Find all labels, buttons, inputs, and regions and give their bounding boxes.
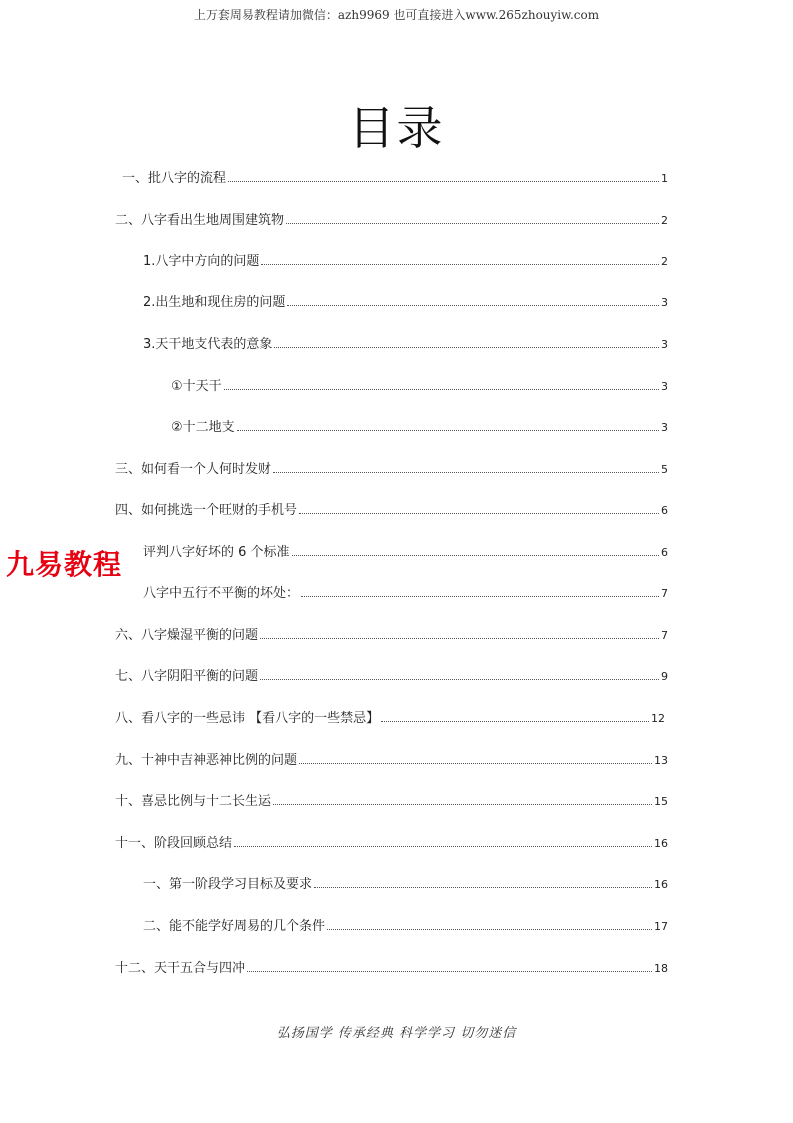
toc-entry-page: 15 <box>654 795 668 808</box>
toc-leader-dots <box>292 555 659 556</box>
toc-entry[interactable] <box>122 166 668 186</box>
toc-entry[interactable] <box>143 914 668 934</box>
toc-leader-dots <box>381 721 649 722</box>
toc-entry[interactable] <box>115 748 668 768</box>
watermark-logo: 九易教程 <box>6 543 126 583</box>
toc-leader-dots <box>274 347 659 348</box>
toc-leader-dots <box>327 929 652 930</box>
toc-entry-page: 1 <box>661 172 668 185</box>
toc-entry[interactable] <box>115 623 668 643</box>
page-footer: 弘扬国学 传承经典 科学学习 切勿迷信 <box>276 1026 517 1041</box>
toc-entry-label: 评判八字好坏的 6 个标准 <box>143 545 290 560</box>
toc-entry-label: 八、看八字的一些忌讳 【看八字的一些禁忌】 <box>115 711 380 726</box>
toc-entry-page: 3 <box>661 421 668 434</box>
toc-entry-label: 二、能不能学好周易的几个条件 <box>143 919 326 934</box>
toc-leader-dots <box>314 887 652 888</box>
toc-entry-page: 2 <box>661 214 668 227</box>
toc-entry[interactable] <box>115 498 668 518</box>
toc-leader-dots <box>228 181 659 182</box>
toc-entry-page: 18 <box>654 962 668 975</box>
toc-entry-label: 四、如何挑选一个旺财的手机号 <box>115 503 298 518</box>
toc-leader-dots <box>224 389 659 390</box>
toc-entry[interactable] <box>115 956 668 976</box>
toc-entry-page: 17 <box>654 920 668 933</box>
toc-entry-page: 9 <box>661 670 668 683</box>
toc-entry-label: 3.天干地支代表的意象 <box>143 337 273 352</box>
page-title: 目录 <box>348 101 445 155</box>
toc-entry-page: 13 <box>654 754 668 767</box>
toc-entry-page: 6 <box>661 546 668 559</box>
toc-entry-label: 一、第一阶段学习目标及要求 <box>143 877 313 892</box>
toc-entry[interactable] <box>115 664 668 684</box>
toc-leader-dots <box>247 971 652 972</box>
toc-leader-dots <box>299 513 659 514</box>
page-header: 上万套周易教程请加微信：azh9969 也可直接进入www.265zhouyiw.com <box>193 8 600 22</box>
toc-entry-page: 16 <box>654 837 668 850</box>
toc-entry[interactable] <box>143 290 668 310</box>
toc-entry[interactable] <box>143 540 668 560</box>
toc-leader-dots <box>260 638 659 639</box>
toc-entry[interactable] <box>143 872 668 892</box>
toc-entry[interactable] <box>115 831 668 851</box>
toc-entry-label: 八字中五行不平衡的坏处： <box>143 586 300 601</box>
toc-entry[interactable] <box>115 208 668 228</box>
toc-entry-page: 7 <box>661 629 668 642</box>
toc-entry[interactable] <box>115 706 665 726</box>
toc-entry[interactable] <box>115 789 668 809</box>
toc-leader-dots <box>286 223 659 224</box>
toc-leader-dots <box>273 472 659 473</box>
toc-leader-dots <box>299 763 652 764</box>
toc-entry-page: 16 <box>654 878 668 891</box>
toc-leader-dots <box>287 305 659 306</box>
toc-entry-label: 十、喜忌比例与十二长生运 <box>115 794 272 809</box>
toc-entry-label: 2.出生地和现住房的问题 <box>143 295 286 310</box>
toc-entry-label: 七、八字阴阳平衡的问题 <box>115 669 259 684</box>
toc-entry[interactable] <box>171 415 668 435</box>
toc-entry-page: 2 <box>661 255 668 268</box>
toc-entry-page: 7 <box>661 587 668 600</box>
toc-entry[interactable] <box>143 249 668 269</box>
toc-entry-page: 12 <box>651 712 665 725</box>
toc-leader-dots <box>301 596 659 597</box>
toc-entry-label: 十一、阶段回顾总结 <box>115 836 233 851</box>
toc-leader-dots <box>237 430 659 431</box>
toc-entry-label: ①十天干 <box>171 379 222 394</box>
toc-entry-page: 3 <box>661 296 668 309</box>
toc-entry-label: 1.八字中方向的问题 <box>143 254 260 269</box>
toc-leader-dots <box>234 846 652 847</box>
toc-entry-page: 3 <box>661 338 668 351</box>
toc-entry-page: 5 <box>661 463 668 476</box>
toc-leader-dots <box>261 264 659 265</box>
toc-entry[interactable] <box>143 581 668 601</box>
toc-entry-page: 3 <box>661 380 668 393</box>
toc-entry-label: 六、八字燥湿平衡的问题 <box>115 628 259 643</box>
toc-entry-label: 二、八字看出生地周围建筑物 <box>115 213 285 228</box>
toc-entry-label: 九、十神中吉神恶神比例的问题 <box>115 753 298 768</box>
toc-entry[interactable] <box>171 374 668 394</box>
toc-entry[interactable] <box>143 332 668 352</box>
toc-leader-dots <box>260 679 659 680</box>
toc-leader-dots <box>273 804 652 805</box>
toc-entry-label: ②十二地支 <box>171 420 235 435</box>
toc-entry-label: 十二、天干五合与四冲 <box>115 961 246 976</box>
toc-entry-label: 三、如何看一个人何时发财 <box>115 462 272 477</box>
toc-entry-page: 6 <box>661 504 668 517</box>
toc-entry-label: 一、批八字的流程 <box>122 171 227 186</box>
toc-entry[interactable] <box>115 457 668 477</box>
